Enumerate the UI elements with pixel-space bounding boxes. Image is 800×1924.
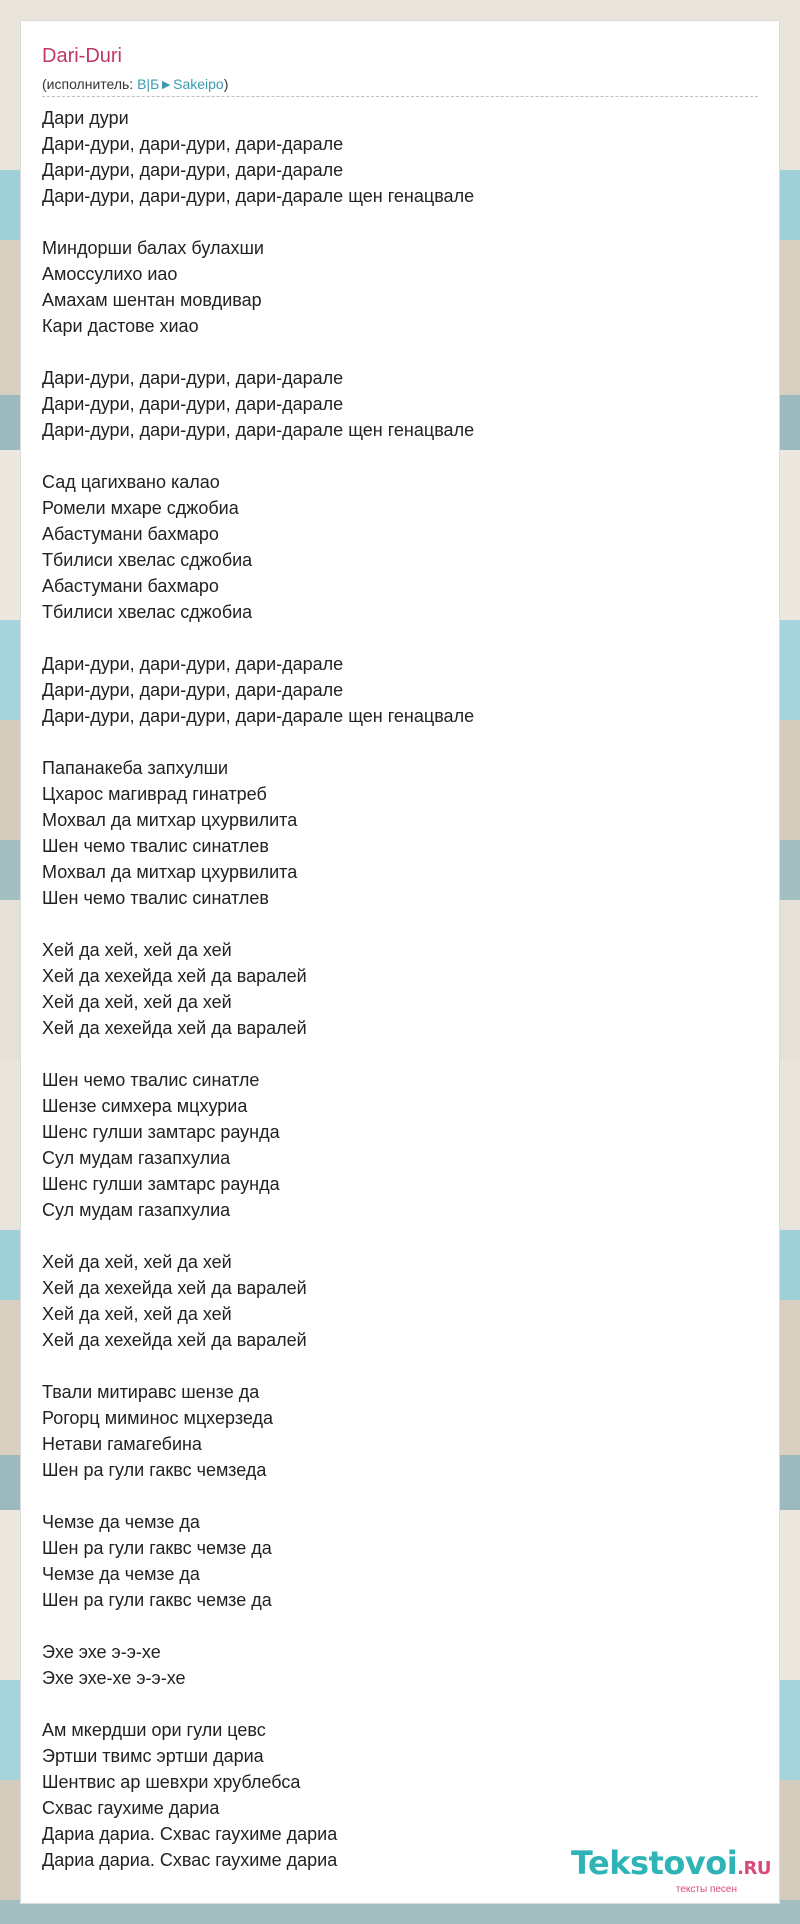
logo-tagline: тексты песен <box>675 1884 737 1895</box>
song-header <box>42 43 758 97</box>
lyrics-stanza <box>42 235 758 339</box>
logo-tld: .RU <box>737 1858 771 1879</box>
lyrics-stanza <box>42 1509 758 1613</box>
lyrics-line: Ам мкердши ори гули цевс <box>42 1720 266 1740</box>
lyrics-stanza <box>42 365 758 443</box>
lyrics-line: Тбилиси хвелас сджобиа <box>42 602 253 622</box>
lyrics-line: Сул мудам газапхулиа <box>42 1148 231 1168</box>
lyrics-line: Шенс гулши замтарс раунда <box>42 1174 280 1194</box>
lyrics-line: Амоссулихо иао <box>42 264 178 284</box>
lyrics-line: Хей да хей, хей да хей <box>42 1304 232 1324</box>
song-title: Dari-Duri <box>42 45 122 67</box>
lyrics-line: Абастумани бахмаро <box>42 576 219 596</box>
content-panel <box>20 20 780 1904</box>
lyrics-line: Чемзе да чемзе да <box>42 1564 200 1584</box>
lyrics-line: Дариа дариа. Схвас гаухиме дариа <box>42 1850 338 1870</box>
lyrics-line: Кари дастове хиао <box>42 316 199 336</box>
lyrics-line: Дари-дури, дари-дури, дари-дарале <box>42 368 344 388</box>
artist-link-sakeipo[interactable]: Sakeipo <box>173 76 224 92</box>
lyrics-line: Хей да хей, хей да хей <box>42 940 232 960</box>
lyrics-line: Хей да хей, хей да хей <box>42 992 232 1012</box>
lyrics-line: Чемзе да чемзе да <box>42 1512 200 1532</box>
lyrics-line: Дари-дури, дари-дури, дари-дарале щен генацвале <box>42 706 475 726</box>
lyrics-line: Мохвал да митхар цхурвилита <box>42 810 298 830</box>
lyrics-line: Сад цагихвано калао <box>42 472 220 492</box>
lyrics-line: Хей да хехейда хей да варалей <box>42 1330 307 1350</box>
lyrics-line: Хей да хехейда хей да варалей <box>42 966 307 986</box>
lyrics-line: Миндорши балах булахши <box>42 238 264 258</box>
lyrics-line: Дариа дариа. Схвас гаухиме дариа <box>42 1824 338 1844</box>
lyrics-line: Сул мудам газапхулиа <box>42 1200 231 1220</box>
arrow-icon: ► <box>159 76 174 92</box>
lyrics-stanza <box>42 1249 758 1353</box>
lyrics-line: Хей да хей, хей да хей <box>42 1252 232 1272</box>
lyrics-line: Папанакеба запхулши <box>42 758 229 778</box>
logo-name: Tekstovoi <box>570 1844 738 1882</box>
lyrics-line: Хей да хехейда хей да варалей <box>42 1278 307 1298</box>
lyrics-line: Эхе эхе э-э-хе <box>42 1642 161 1662</box>
lyrics-line: Шен чемо твалис синатле <box>42 1070 260 1090</box>
lyrics-line: Шен ра гули гаквс чемзе да <box>42 1590 272 1610</box>
site-logo[interactable] <box>571 1846 771 1895</box>
lyrics-line: Эхе эхе-хе э-э-хе <box>42 1668 186 1688</box>
lyrics-line: Дари-дури, дари-дури, дари-дарале щен генацвале <box>42 186 475 206</box>
lyrics-stanza <box>42 1639 758 1691</box>
artist-link-bb[interactable]: B|Б <box>137 76 160 92</box>
lyrics-stanza <box>42 937 758 1041</box>
lyrics-stanza <box>42 1067 758 1223</box>
lyrics-line: Нетави гамагебина <box>42 1434 202 1454</box>
lyrics-line: Шензе симхера мцхуриа <box>42 1096 248 1116</box>
lyrics-stanza <box>42 1379 758 1483</box>
lyrics-stanza <box>42 755 758 911</box>
lyrics-line: Цхарос магиврад гинатреб <box>42 784 267 804</box>
header-divider <box>42 96 758 97</box>
lyrics-line: Дари-дури, дари-дури, дари-дарале <box>42 654 344 674</box>
lyrics-line: Шен ра гули гаквс чемзеда <box>42 1460 267 1480</box>
artist-byline <box>42 75 758 93</box>
lyrics-line: Рогорц миминос мцхерзеда <box>42 1408 274 1428</box>
lyrics-line: Шентвис ар шевхри хрублебса <box>42 1772 301 1792</box>
lyrics-stanza <box>42 651 758 729</box>
lyrics-line: Дари дури <box>42 108 129 128</box>
lyrics-line: Дари-дури, дари-дури, дари-дарале <box>42 160 344 180</box>
lyrics-line: Эртши твимс эртши дариа <box>42 1746 264 1766</box>
lyrics-line: Абастумани бахмаро <box>42 524 219 544</box>
lyrics-line: Дари-дури, дари-дури, дари-дарале <box>42 680 344 700</box>
lyrics-line: Дари-дури, дари-дури, дари-дарале щен генацвале <box>42 420 475 440</box>
lyrics-line: Амахам шентан мовдивар <box>42 290 262 310</box>
lyrics-line: Тбилиси хвелас сджобиа <box>42 550 253 570</box>
lyrics-line: Твали митиравс шензе да <box>42 1382 260 1402</box>
lyrics-line: Мохвал да митхар цхурвилита <box>42 862 298 882</box>
lyrics-line: Шенс гулши замтарс раунда <box>42 1122 280 1142</box>
byline-suffix: ) <box>223 76 229 92</box>
lyrics-line: Дари-дури, дари-дури, дари-дарале <box>42 134 344 154</box>
lyrics-line: Хей да хехейда хей да варалей <box>42 1018 307 1038</box>
lyrics-line: Шен чемо твалис синатлев <box>42 888 269 908</box>
lyrics-stanza <box>42 469 758 625</box>
lyrics-line: Ромели мхаре сджобиа <box>42 498 239 518</box>
lyrics-line: Схвас гаухиме дариа <box>42 1798 220 1818</box>
lyrics-line: Шен ра гули гаквс чемзе да <box>42 1538 272 1558</box>
byline-prefix: (исполнитель: <box>42 76 138 92</box>
lyrics-stanza <box>42 105 758 209</box>
lyrics-line: Шен чемо твалис синатлев <box>42 836 269 856</box>
lyrics-body <box>42 105 758 1899</box>
lyrics-line: Дари-дури, дари-дури, дари-дарале <box>42 394 344 414</box>
